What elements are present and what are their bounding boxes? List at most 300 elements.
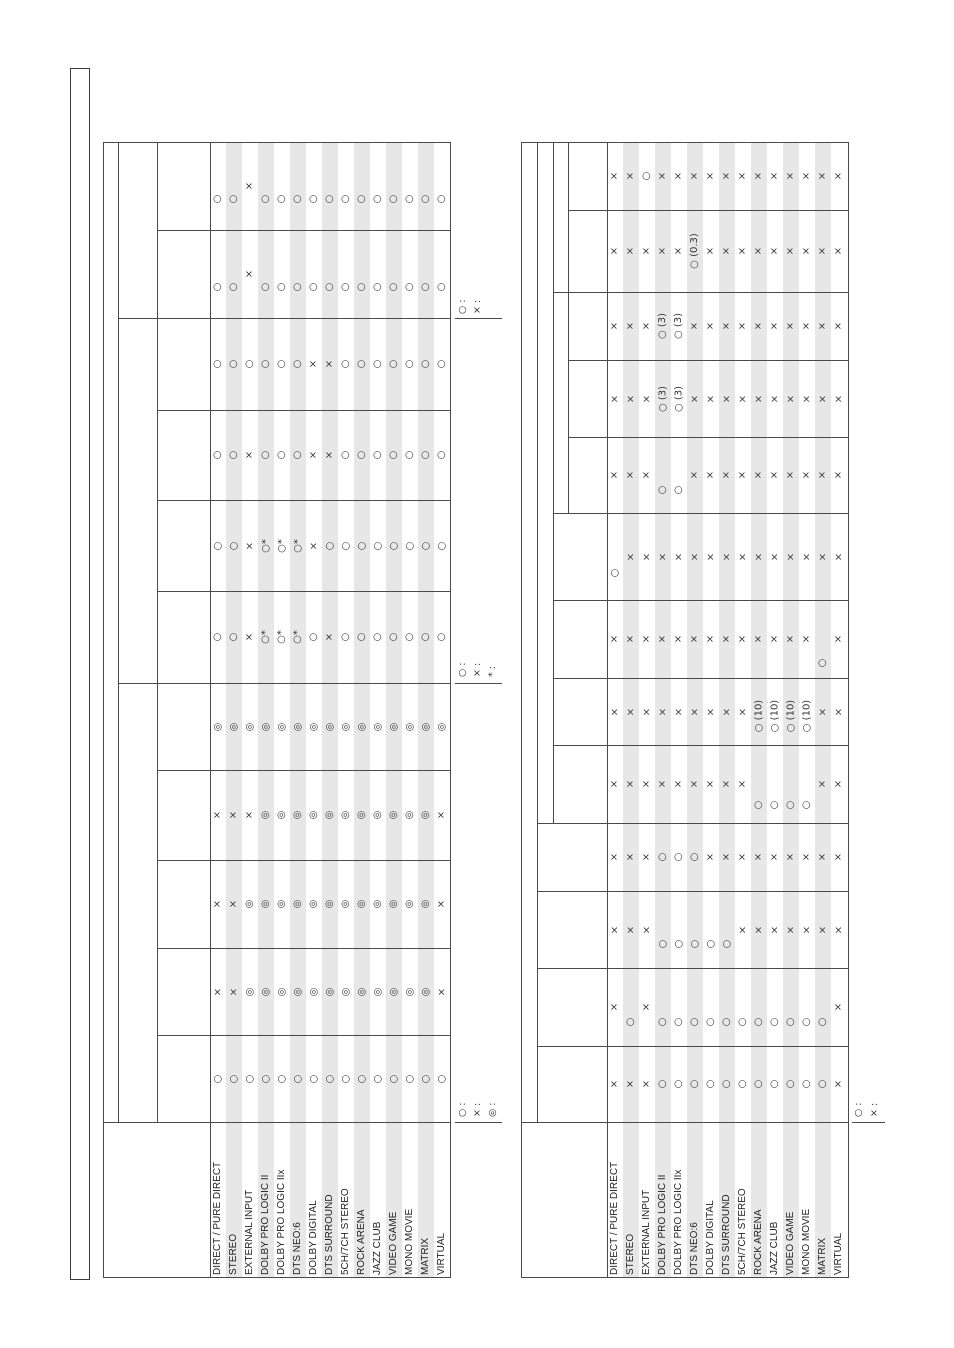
cell-symbol-cell [639, 437, 655, 513]
cell-symbol-cell [607, 142, 623, 210]
cell-symbol: × [721, 852, 732, 862]
cell-symbol-cell [671, 823, 687, 891]
cell-symbol-cell [719, 600, 735, 678]
cell-symbol-cell [815, 360, 831, 437]
legend-item: × : [869, 1102, 881, 1117]
cell-symbol-cell [783, 437, 799, 513]
cell-symbol-cell [687, 292, 703, 360]
cell-symbol-cell [767, 600, 783, 678]
cell-symbol: × [689, 470, 700, 480]
cell-symbol: ○ [769, 800, 780, 810]
cell-symbol-cell [735, 823, 751, 891]
cell-symbol: × [228, 810, 239, 820]
cell-symbol-cell [639, 513, 655, 600]
cell-symbol: ○ [292, 1074, 303, 1083]
cell-symbol: × [609, 1079, 620, 1089]
mode-label: MONO MOVIE [801, 1208, 812, 1275]
mode-label-cell [767, 1122, 783, 1278]
cell-symbol-cell [815, 437, 831, 513]
cell-symbol: ◎ [356, 810, 367, 820]
cell-symbol: ◎ [404, 987, 415, 996]
cell-symbol: × [244, 810, 255, 820]
cell-symbol: × [753, 321, 764, 331]
cell-symbol-cell [623, 823, 639, 891]
cell-symbol: × [657, 552, 668, 561]
cell-symbol: ◎ [244, 899, 255, 909]
cell-symbol: × [308, 541, 319, 550]
cell-symbol-cell [719, 210, 735, 292]
cell-symbol: ○ [420, 1074, 431, 1083]
cell-symbol: × [609, 470, 620, 480]
cell-symbol-cell [639, 210, 655, 292]
cell-symbol: × [801, 246, 812, 256]
cell-symbol: ○ [625, 1017, 636, 1027]
cell-symbol-cell [751, 891, 767, 968]
cell-symbol-cell [783, 210, 799, 292]
cell-symbol-cell [655, 905, 671, 982]
cell-symbol: × [801, 321, 812, 331]
mode-label-cell [639, 1122, 655, 1278]
cell-symbol-cell [671, 905, 687, 982]
cell-symbol: × [785, 246, 796, 256]
cell-symbol-cell [767, 891, 783, 968]
cell-symbol-cell [623, 292, 639, 360]
cell-symbol: ○ [817, 1017, 828, 1027]
mode-label-cell [655, 1122, 671, 1278]
cell-symbol: ○ [276, 1074, 287, 1083]
legend-item: × : [472, 299, 484, 314]
cell-symbol: ◎ [420, 899, 431, 909]
cell-symbol-cell [831, 142, 847, 210]
cell-symbol: ○ [260, 359, 271, 369]
cell-symbol: ○ [308, 194, 319, 204]
cell-symbol: × [657, 634, 668, 644]
cell-symbol: ○ [785, 1079, 796, 1089]
cell-symbol-cell [639, 968, 655, 1046]
cell-symbol-cell [719, 678, 735, 745]
cell-symbol-cell [639, 678, 655, 745]
cell-symbol: × [228, 987, 239, 996]
cell-symbol: ○ [404, 194, 415, 204]
cell-symbol: ○ [689, 852, 700, 862]
cell-symbol-cell [687, 210, 703, 292]
cell-symbol: ○ (10) [801, 699, 812, 732]
cell-symbol-cell [783, 766, 799, 844]
cell-symbol: × [817, 394, 828, 403]
cell-symbol: ○ [388, 541, 399, 550]
cell-symbol-cell [623, 360, 639, 437]
cell-symbol: ○ [356, 632, 367, 642]
cell-symbol: × [817, 925, 828, 934]
cell-symbol: ○ [260, 450, 271, 460]
cell-symbol: × [641, 707, 652, 716]
mode-label: DTS SURROUND [324, 1194, 335, 1275]
cell-symbol-cell [767, 142, 783, 210]
cell-symbol: × [212, 899, 223, 909]
cell-symbol: × [609, 321, 620, 331]
cell-symbol-cell [671, 360, 687, 437]
cell-symbol-cell [623, 745, 639, 823]
mode-label: DIRECT / PURE DIRECT [609, 1161, 620, 1275]
cell-symbol-cell [735, 513, 751, 600]
cell-symbol: ○ [308, 632, 319, 642]
cell-symbol: ○ [372, 541, 383, 550]
cell-symbol: × [737, 852, 748, 862]
cell-symbol: × [737, 925, 748, 934]
cell-symbol: × [625, 707, 636, 716]
cell-symbol: ○ [705, 939, 716, 948]
cell-symbol: × [737, 552, 748, 561]
legend-item: * : [487, 666, 499, 677]
cell-symbol-cell [703, 600, 719, 678]
mode-label: EXTERNAL INPUT [641, 1189, 652, 1275]
cell-symbol: × [737, 394, 748, 403]
mode-label: DIRECT / PURE DIRECT [212, 1161, 223, 1275]
cell-symbol-cell [767, 682, 783, 749]
cell-symbol-cell [831, 678, 847, 745]
cell-symbol: × [721, 634, 732, 644]
cell-symbol: ○ [753, 1017, 764, 1027]
cell-symbol-cell [815, 745, 831, 823]
cell-symbol-cell [735, 678, 751, 745]
cell-symbol-cell [767, 210, 783, 292]
cell-symbol-cell [831, 437, 847, 513]
cell-symbol: × [817, 852, 828, 862]
cell-symbol: ◎ [212, 722, 223, 731]
cell-symbol: × [833, 1002, 844, 1012]
cell-symbol: ◎ [420, 810, 431, 820]
cell-symbol: ○ [308, 1074, 319, 1083]
mode-label: DOLBY PRO LOGIC II [260, 1174, 271, 1275]
cell-symbol: × [625, 634, 636, 644]
cell-symbol: ◎ [260, 899, 271, 909]
cell-symbol: ◎ [324, 722, 335, 731]
cell-symbol: ○ [817, 658, 828, 668]
cell-symbol: × [785, 470, 796, 480]
cell-symbol: ○ [276, 359, 287, 369]
cell-symbol: ○ [276, 194, 287, 204]
cell-symbol: × [801, 171, 812, 181]
cell-symbol: ○ [372, 282, 383, 292]
cell-symbol: ○ [801, 1079, 812, 1089]
cell-symbol: × [657, 779, 668, 789]
cell-symbol-cell [671, 678, 687, 745]
cell-symbol: × [833, 246, 844, 256]
cell-symbol-cell [735, 360, 751, 437]
cell-symbol: × [673, 779, 684, 789]
cell-symbol: ◎ [324, 810, 335, 820]
cell-symbol: × [625, 394, 636, 403]
cell-symbol: ○ [801, 1017, 812, 1027]
cell-symbol: ○ [308, 282, 319, 292]
cell-symbol: × [212, 810, 223, 820]
mode-label: VIRTUAL [436, 1232, 447, 1275]
cell-symbol: × [609, 1002, 620, 1012]
cell-symbol-cell [607, 823, 623, 891]
cell-symbol-cell [607, 292, 623, 360]
mode-label-cell [799, 1122, 815, 1278]
cell-symbol: ◎ [420, 987, 431, 996]
mode-label: VIRTUAL [833, 1232, 844, 1275]
cell-symbol: × [673, 171, 684, 181]
cell-symbol-cell [735, 983, 751, 1061]
cell-symbol: ◎ [388, 987, 399, 996]
cell-symbol-cell [655, 983, 671, 1061]
cell-symbol: × [244, 181, 255, 191]
cell-symbol: ◎ [260, 987, 271, 996]
cell-symbol: ○* [292, 630, 303, 644]
cell-symbol-cell [751, 210, 767, 292]
cell-symbol-cell [799, 142, 815, 210]
cell-symbol: × [625, 925, 636, 934]
mode-label: ROCK ARENA [753, 1209, 764, 1275]
cell-symbol: × [817, 779, 828, 789]
cell-symbol: ◎ [388, 810, 399, 820]
cell-symbol: ◎ [260, 810, 271, 820]
cell-symbol-cell [607, 437, 623, 513]
cell-symbol: ○ [340, 282, 351, 292]
cell-symbol-cell [719, 142, 735, 210]
legend-item: ◎ : [487, 1102, 499, 1117]
cell-symbol: ○ [657, 1017, 668, 1027]
cell-symbol: ○ [420, 541, 431, 550]
cell-symbol: ○ [673, 1017, 684, 1027]
cell-symbol: × [785, 634, 796, 644]
cell-symbol: ○ [436, 194, 447, 204]
cell-symbol: × [817, 171, 828, 181]
cell-symbol-cell [735, 210, 751, 292]
cell-symbol-cell [639, 891, 655, 968]
legend-item: ○ : [457, 299, 469, 314]
cell-symbol: × [737, 779, 748, 789]
cell-symbol: ○ [404, 1074, 415, 1083]
mode-label: STEREO [228, 1233, 239, 1275]
cell-symbol-cell [687, 360, 703, 437]
cell-symbol-cell [687, 142, 703, 210]
cell-symbol: ◎ [372, 810, 383, 820]
cell-symbol: × [641, 321, 652, 331]
cell-symbol: × [833, 634, 844, 644]
cell-symbol: ○ [657, 852, 668, 862]
cell-symbol: ◎ [372, 722, 383, 731]
mode-label: DOLBY PRO LOGIC II [657, 1174, 668, 1275]
cell-symbol: ◎ [372, 899, 383, 909]
mode-label-cell [831, 1122, 847, 1278]
cell-symbol-cell [703, 823, 719, 891]
cell-symbol-cell [703, 513, 719, 600]
cell-symbol: ○ [769, 1079, 780, 1089]
cell-symbol-cell [703, 983, 719, 1061]
cell-symbol: × [705, 394, 716, 403]
cell-symbol: × [689, 394, 700, 403]
cell-symbol-cell [623, 678, 639, 745]
cell-symbol-cell [623, 891, 639, 968]
cell-symbol-cell [719, 745, 735, 823]
cell-symbol: ○ [356, 1074, 367, 1083]
cell-symbol: ○ [641, 171, 652, 181]
cell-symbol: ○ [292, 194, 303, 204]
cell-symbol-cell [783, 292, 799, 360]
legend-item: ○ : [457, 662, 469, 677]
cell-symbol-cell [799, 513, 815, 600]
cell-symbol-cell [687, 905, 703, 982]
cell-symbol: ○ [673, 852, 684, 862]
cell-symbol-cell [607, 360, 623, 437]
cell-symbol: ○ (3) [673, 385, 684, 412]
cell-symbol: × [737, 634, 748, 644]
cell-symbol: × [801, 470, 812, 480]
cell-symbol: × [785, 925, 796, 934]
cell-symbol-cell [799, 360, 815, 437]
cell-symbol: ◎ [308, 987, 319, 996]
cell-symbol: ○ [404, 359, 415, 369]
cell-symbol-cell [815, 983, 831, 1061]
cell-symbol: × [657, 707, 668, 716]
cell-symbol-cell [783, 360, 799, 437]
cell-symbol-cell [815, 292, 831, 360]
cell-symbol: × [785, 321, 796, 331]
cell-symbol: × [753, 246, 764, 256]
cell-symbol: ○ [212, 194, 223, 204]
cell-symbol-cell [687, 600, 703, 678]
cell-symbol: ○ [753, 1079, 764, 1089]
cell-symbol: ○ [244, 1074, 255, 1083]
cell-symbol: × [228, 899, 239, 909]
cell-symbol: ○ [801, 800, 812, 810]
cell-symbol-cell [623, 513, 639, 600]
cell-symbol: × [801, 634, 812, 644]
cell-symbol: × [324, 632, 335, 642]
cell-symbol: × [625, 470, 636, 480]
cell-symbol: × [801, 552, 812, 561]
legend-item: ○ : [853, 1102, 865, 1117]
cell-symbol: ○ [753, 800, 764, 810]
cell-symbol-cell [815, 513, 831, 600]
cell-symbol: × [609, 925, 620, 934]
cell-symbol: × [625, 171, 636, 181]
cell-symbol-cell [671, 292, 687, 360]
mode-label: MATRIX [420, 1237, 431, 1275]
mode-label: DOLBY DIGITAL [308, 1200, 319, 1275]
cell-symbol: × [705, 852, 716, 862]
cell-symbol: × [769, 925, 780, 934]
cell-symbol-cell [831, 823, 847, 891]
cell-symbol-cell [655, 452, 671, 528]
cell-symbol: ◎ [340, 810, 351, 820]
cell-symbol-cell [751, 682, 767, 749]
cell-symbol-cell [735, 745, 751, 823]
cell-symbol: ○ [324, 282, 335, 292]
cell-symbol-cell [751, 983, 767, 1061]
cell-symbol-cell [767, 360, 783, 437]
cell-symbol-cell [623, 600, 639, 678]
legend-item: ○ : [457, 1102, 469, 1117]
cell-symbol: ○ [436, 359, 447, 369]
cell-symbol: ◎ [388, 899, 399, 909]
mode-label: 5CH/7CH STEREO [737, 1188, 748, 1275]
cell-symbol: ○ [372, 194, 383, 204]
cell-symbol: ○ [673, 485, 684, 495]
cell-symbol-cell [719, 983, 735, 1061]
cell-symbol: × [833, 1079, 844, 1089]
cell-symbol: ○ [372, 632, 383, 642]
cell-symbol-cell [607, 745, 623, 823]
mode-label: DTS SURROUND [721, 1194, 732, 1275]
cell-symbol-cell [719, 292, 735, 360]
cell-symbol: × [436, 987, 447, 996]
cell-symbol-cell [783, 983, 799, 1061]
cell-symbol-cell [831, 600, 847, 678]
cell-symbol: × [817, 470, 828, 480]
cell-symbol-cell [751, 292, 767, 360]
cell-symbol: × [689, 552, 700, 561]
cell-symbol: ○ [212, 1074, 223, 1083]
mode-label-cell [751, 1122, 767, 1278]
cell-symbol: × [641, 1079, 652, 1089]
cell-symbol-cell [831, 891, 847, 968]
cell-symbol: × [625, 246, 636, 256]
cell-symbol: × [817, 246, 828, 256]
cell-symbol: ○ [228, 194, 239, 204]
cell-symbol-cell [767, 766, 783, 844]
cell-symbol: × [833, 394, 844, 403]
cell-symbol: ◎ [340, 899, 351, 909]
cell-symbol: × [721, 779, 732, 789]
mode-label: EXTERNAL INPUT [244, 1189, 255, 1275]
cell-symbol: ◎ [276, 810, 287, 820]
cell-symbol: ◎ [244, 987, 255, 996]
cell-symbol: ◎ [228, 722, 239, 731]
cell-symbol: ○ [404, 450, 415, 460]
cell-symbol: ○ [673, 939, 684, 948]
cell-symbol: × [308, 359, 319, 369]
cell-symbol: ○ [388, 450, 399, 460]
cell-symbol: ○* [260, 630, 271, 644]
cell-symbol: ○ [420, 632, 431, 642]
cell-symbol: ○ [228, 450, 239, 460]
cell-symbol-cell [655, 292, 671, 360]
cell-symbol-cell [703, 745, 719, 823]
mode-label: MATRIX [817, 1237, 828, 1275]
cell-symbol: × [817, 321, 828, 331]
cell-symbol: × [833, 552, 844, 561]
cell-symbol-cell [671, 142, 687, 210]
cell-symbol: ○ [436, 541, 447, 550]
cell-symbol-cell [767, 292, 783, 360]
cell-symbol-cell [671, 452, 687, 528]
cell-symbol-cell [783, 682, 799, 749]
cell-symbol-cell [655, 210, 671, 292]
cell-symbol-cell [655, 600, 671, 678]
cell-symbol: ○ [212, 359, 223, 369]
cell-symbol: × [609, 394, 620, 403]
cell-symbol-cell [655, 745, 671, 823]
cell-symbol: ○ [212, 450, 223, 460]
cell-symbol-cell [799, 437, 815, 513]
cell-symbol: ○ [340, 450, 351, 460]
cell-symbol: ○ [673, 1079, 684, 1089]
cell-symbol: ○* [260, 538, 271, 553]
mode-label: JAZZ CLUB [769, 1221, 780, 1275]
cell-symbol: × [721, 394, 732, 403]
cell-symbol: × [753, 852, 764, 862]
cell-symbol: ○ [689, 1017, 700, 1027]
cell-symbol: × [641, 925, 652, 934]
cell-symbol-cell [639, 142, 655, 210]
cell-symbol: ○ [356, 359, 367, 369]
cell-symbol: ○ (3) [673, 312, 684, 340]
cell-symbol: × [737, 707, 748, 716]
